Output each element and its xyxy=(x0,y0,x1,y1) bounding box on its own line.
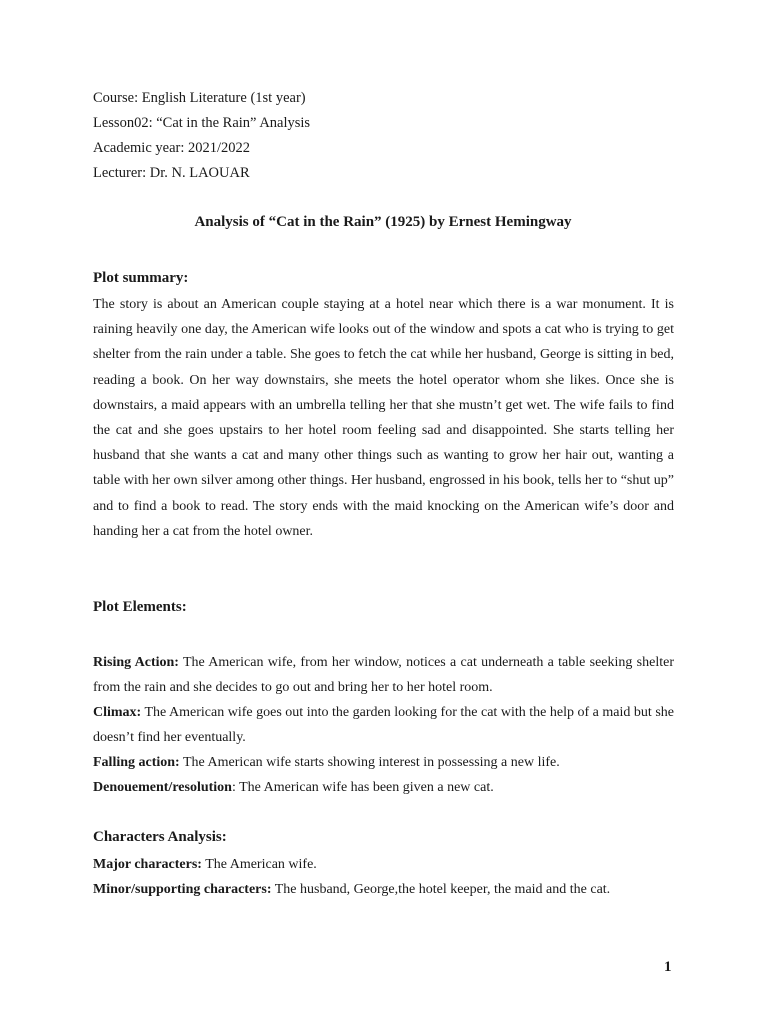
course-info xyxy=(93,86,673,186)
lesson-line: Lesson02: “Cat in the Rain” Analysis xyxy=(93,115,311,131)
characters-heading: Characters Analysis: xyxy=(93,829,227,845)
plot-summary-text: The story is about an American couple staying at a hotel near which there is a war monument. It is raining heavily one day, the American wife looks out of the window and spots a cat who is trying to get shelter from the rain under a table. She goes to fetch the cat while her husband, George is sitting in bed, reading a book. On her way downstairs, she meets the hotel operator whom she likes. Once she is downstairs, a maid appears with an umbrella telling her that she mustn’t get wet. The wife fails to find the cat and she goes upstairs to her hotel room feeling sad and disappointed. She starts telling her husband that she wants a cat and many other things such as wanting to grow her hair out, wanting a table with her own silver among other things. Her husband, engrossed in his book, tells her to “shut up” and to find a book to read. The story ends with the maid knocking on the American wife’s door and handing her a cat from the hotel owner. xyxy=(93,297,674,539)
lecturer-line: Lecturer: Dr. N. LAOUAR xyxy=(93,165,250,181)
falling-action-item xyxy=(93,750,674,775)
plot-elements-heading: Plot Elements: xyxy=(93,599,187,615)
document-page xyxy=(93,86,674,897)
falling-action-text: The American wife starts showing interest in possessing a new life. xyxy=(179,755,560,770)
denouement-label: Denouement/resolution xyxy=(93,780,232,795)
page-number: 1 xyxy=(664,959,672,975)
minor-characters-item xyxy=(93,877,674,902)
characters-list xyxy=(93,852,674,902)
rising-action-label: Rising Action: xyxy=(93,655,179,670)
climax-label: Climax: xyxy=(93,705,142,720)
rising-action-text: The American wife, from her window, notices a cat underneath a table seeking shelter from the rain and she decides to go out and bring her to her hotel room. xyxy=(93,655,674,695)
document-title: Analysis of “Cat in the Rain” (1925) by Ernest Hemingway xyxy=(194,214,572,230)
major-characters-label: Major characters: xyxy=(93,857,202,872)
course-line: Course: English Literature (1st year) xyxy=(93,90,306,106)
plot-elements-list xyxy=(93,650,674,800)
minor-characters-text: The husband, George,the hotel keeper, the maid and the cat. xyxy=(271,882,611,897)
climax-text: The American wife goes out into the garden looking for the cat with the help of a maid but she doesn’t find her eventually. xyxy=(93,705,674,745)
plot-summary-heading: Plot summary: xyxy=(93,270,189,286)
denouement-item xyxy=(93,775,674,800)
falling-action-label: Falling action: xyxy=(93,755,180,770)
major-characters-text: The American wife. xyxy=(201,857,317,872)
major-characters-item xyxy=(93,852,674,877)
rising-action-item xyxy=(93,650,674,700)
denouement-text: : The American wife has been given a new cat. xyxy=(231,780,494,795)
climax-item xyxy=(93,700,674,750)
academic-year-line: Academic year: 2021/2022 xyxy=(93,140,251,156)
minor-characters-label: Minor/supporting characters: xyxy=(93,882,272,897)
